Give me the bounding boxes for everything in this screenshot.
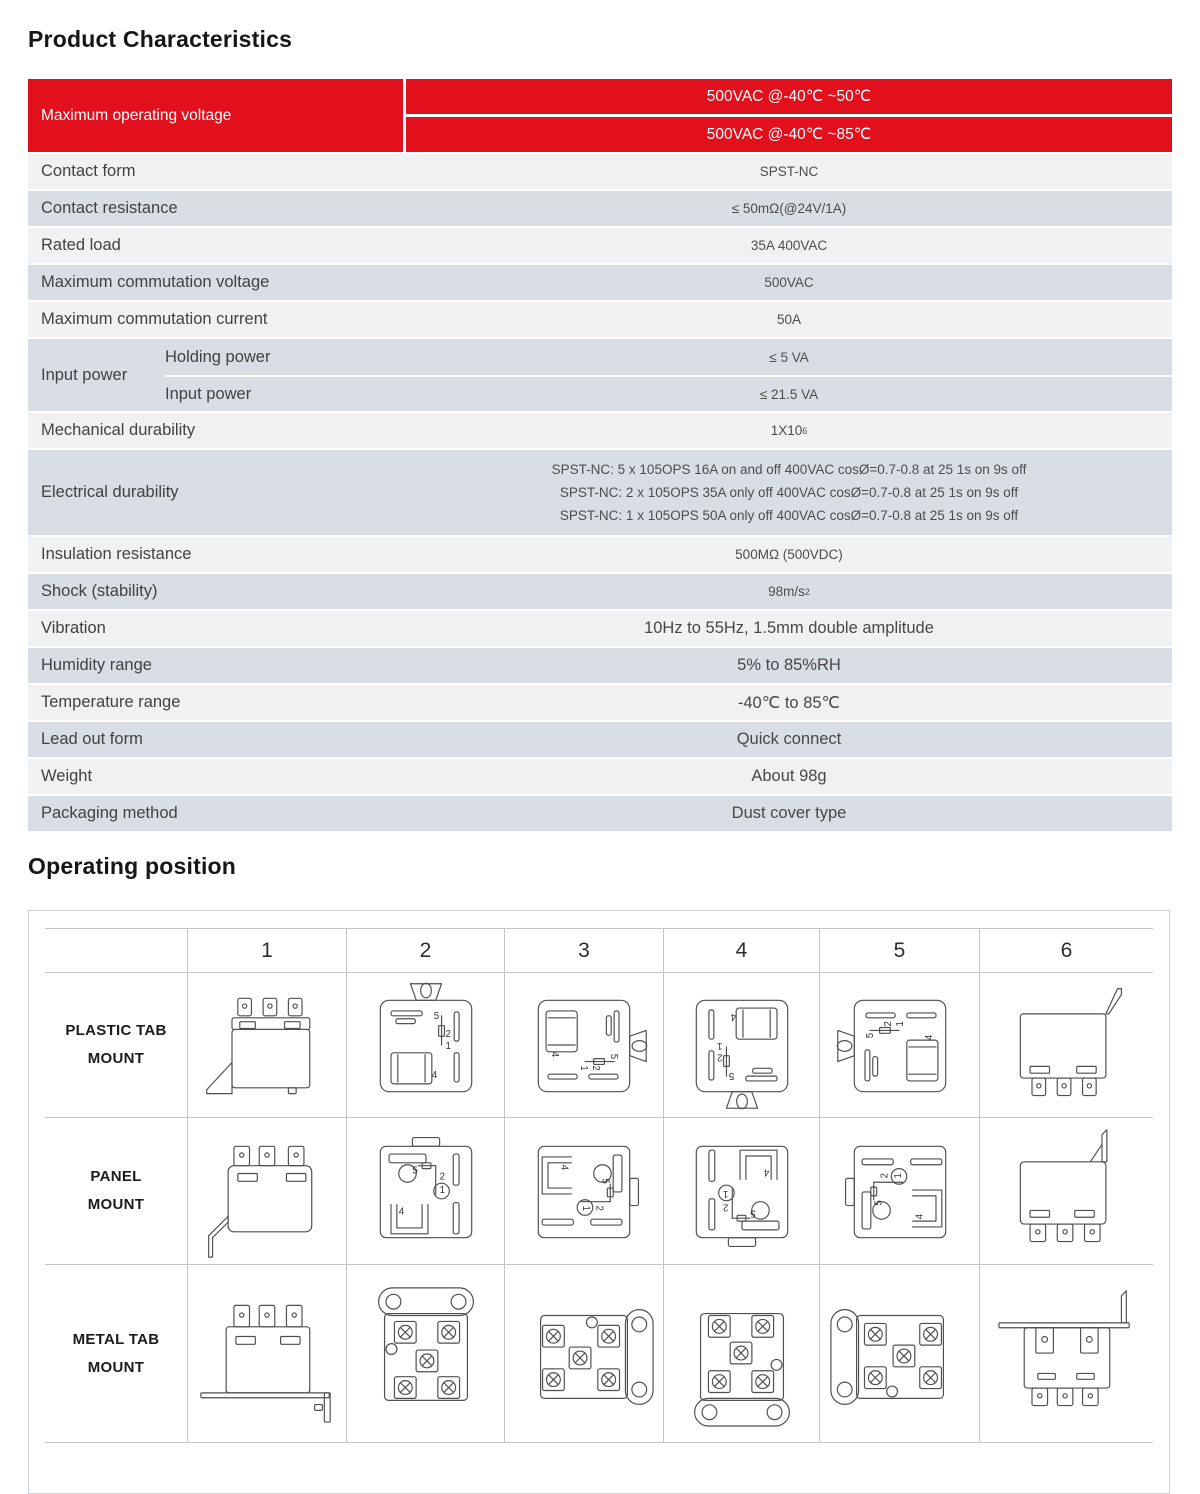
spec-group-subrows [165,339,1172,411]
relay-drawing-cell [188,1265,347,1443]
spec-row [28,302,1172,337]
spec-row-value: 500VAC [764,275,814,290]
spec-row-value: 1X10 6 [770,423,808,438]
svg-text:4: 4 [558,1164,570,1171]
svg-text:4: 4 [431,1070,437,1082]
plastic-top-relay-ear-right-icon [509,975,659,1115]
svg-text:5: 5 [411,1165,418,1177]
spec-row [28,685,1172,720]
spec-row-label: Maximum commutation voltage [41,273,270,291]
operating-position-table [28,910,1170,1494]
relay-drawing-cell [980,973,1153,1118]
spec-row-label: Rated load [41,236,121,254]
plastic-top-relay-ear-left-icon [825,975,975,1115]
svg-text:2: 2 [722,1201,728,1213]
op-column-header: 6 [980,928,1153,973]
svg-text:4: 4 [398,1206,404,1218]
spec-row [28,796,1172,831]
relay-drawing-cell [664,1118,820,1265]
panel-top-relay-tab-right-icon [509,1121,659,1261]
op-column-header: 3 [505,928,664,973]
metal-side-relay-icon [192,1284,342,1424]
spec-row-label: Maximum commutation current [41,310,268,328]
svg-text:5: 5 [728,1070,734,1082]
spec-row-label: Electrical durability [41,483,179,501]
plastic-top-relay-ear-down-icon [667,975,817,1115]
panel-top-relay-tab-down-icon [667,1121,817,1261]
relay-drawing-cell [664,1265,820,1443]
spec-row [28,722,1172,757]
spec-row-value: About 98g [751,767,827,785]
op-header-corner-cell [45,928,188,973]
spec-table [28,79,1172,831]
spec-subrow-value: ≤ 21.5 VA [759,386,819,402]
relay-drawing-cell [664,973,820,1118]
relay-drawing-cell [820,973,980,1118]
spec-row [28,154,1172,189]
panel-side-relay-bracket-icon [992,1121,1142,1261]
section-title-operating-position: Operating position [28,853,237,879]
svg-text:5: 5 [433,1010,439,1022]
spec-row [28,265,1172,300]
svg-text:2: 2 [439,1171,445,1183]
spec-value-line: SPST-NC: 1 x 105OPS 50A only off 400VAC cosØ=0.7-0.8 at 25 1s on 9s off [559,508,1019,523]
spec-row-label: Lead out form [41,730,143,748]
svg-text:1: 1 [716,1040,723,1052]
spec-row-value: 35A 400VAC [750,238,828,253]
spec-row-value: -40℃ to 85℃ [737,693,841,712]
spec-subrow-label: Holding power [165,347,271,366]
spec-row [28,537,1172,572]
spec-row-label: Packaging method [41,804,178,822]
svg-text:5: 5 [873,1200,885,1206]
op-row-label-line: MOUNT [87,1196,145,1213]
svg-text:1: 1 [578,1065,590,1071]
spec-row-value: 98m/s 2 [768,584,810,599]
spec-row-value: 50A [776,312,802,327]
svg-text:2: 2 [882,1021,894,1027]
spec-subrow-value: ≤ 5 VA [769,349,809,365]
op-column-header: 1 [188,928,347,973]
superscript: 6 [802,425,808,436]
operating-position-grid [45,928,1153,1443]
spec-row-value: 5% to 85%RH [737,656,841,674]
metal-top-relay-plate-up-icon [351,1280,501,1428]
relay-drawing-cell [980,1118,1153,1265]
spec-row-value: Dust cover type [731,804,847,822]
spec-subrow [165,339,1172,375]
svg-text:2: 2 [716,1051,723,1063]
spec-row-label: Temperature range [41,693,181,711]
svg-text:1: 1 [894,1021,906,1027]
spec-row-label: Insulation resistance [41,545,192,563]
op-row-label-line: PLASTIC TAB [65,1022,167,1040]
spec-row [28,759,1172,794]
relay-drawing-cell [820,1118,980,1265]
op-column-header: 4 [664,928,820,973]
spec-rows [28,154,1172,831]
metal-top-relay-plate-down-icon [667,1280,817,1428]
op-row-label [45,1265,188,1443]
op-row-label-line: METAL TAB [72,1330,160,1348]
svg-text:1: 1 [444,1040,451,1052]
spec-row-label: Humidity range [41,656,152,674]
spec-row-label: Contact form [41,162,136,180]
svg-text:4: 4 [923,1034,935,1041]
spec-row-value: Quick connect [736,730,842,748]
spec-subrow [165,375,1172,411]
relay-drawing-cell [980,1265,1153,1443]
svg-text:5: 5 [749,1207,756,1219]
op-row-label-line: MOUNT [87,1050,145,1067]
relay-drawing-cell [347,1265,505,1443]
svg-text:1: 1 [580,1205,592,1211]
panel-side-relay-icon [192,1121,342,1261]
superscript: 2 [804,586,810,597]
metal-top-relay-plate-right-icon [509,1280,659,1428]
op-column-header: 5 [820,928,980,973]
svg-text:4: 4 [763,1166,769,1178]
spec-row [28,339,1172,411]
metal-top-relay-plate-left-icon [825,1280,975,1428]
svg-text:5: 5 [608,1053,620,1060]
spec-row [28,574,1172,609]
relay-drawing-cell [505,973,664,1118]
svg-text:2: 2 [589,1065,601,1071]
spec-value-line: SPST-NC: 2 x 105OPS 35A only off 400VAC cosØ=0.7-0.8 at 25 1s on 9s off [559,485,1019,500]
spec-row-value-lines [406,450,1172,535]
svg-text:2: 2 [593,1205,605,1211]
spec-row-value: ≤ 50mΩ(@24V/1A) [731,201,847,216]
spec-row [28,648,1172,683]
spec-row-label: Vibration [41,619,106,637]
spec-row [28,191,1172,226]
spec-value-line: SPST-NC: 5 x 105OPS 16A on and off 400VAC cosØ=0.7-0.8 at 25 1s on 9s off [551,462,1027,477]
relay-drawing-cell [505,1118,664,1265]
svg-text:5: 5 [599,1178,611,1184]
svg-text:2: 2 [444,1029,451,1041]
spec-row-label: Weight [41,767,93,785]
svg-text:1: 1 [722,1188,728,1199]
spec-row [28,450,1172,535]
spec-row-value: 500MΩ (500VDC) [735,547,843,562]
svg-text:1: 1 [892,1172,904,1179]
svg-text:4: 4 [548,1051,560,1058]
svg-text:4: 4 [730,1010,736,1022]
svg-text:1: 1 [439,1184,445,1196]
plastic-side-relay-icon [192,975,342,1115]
svg-text:4: 4 [913,1213,925,1220]
op-column-header: 2 [347,928,505,973]
relay-drawing-cell [820,1265,980,1443]
spec-row [28,611,1172,646]
spec-header-values [406,79,1172,152]
plastic-side-relay-bracket-icon [992,975,1142,1115]
spec-row-label: Shock (stability) [41,582,158,600]
page-title: Product Characteristics [28,26,293,52]
svg-text:2: 2 [878,1172,890,1179]
spec-row-label: Contact resistance [41,199,178,217]
op-row-label [45,1118,188,1265]
spec-row-label: Mechanical durability [41,421,196,439]
spec-header-value: 500VAC @-40℃ ~50℃ [406,79,1172,114]
panel-top-relay-tab-up-icon [351,1121,501,1261]
spec-header-value: 500VAC @-40℃ ~85℃ [406,117,1172,152]
spec-group-label: Input power [41,365,128,384]
spec-header-label: Maximum operating voltage [28,79,403,152]
svg-text:5: 5 [864,1032,876,1039]
op-row-label [45,973,188,1118]
op-row-label-line: PANEL [90,1168,142,1186]
plastic-top-relay-ear-up-icon [351,975,501,1115]
spec-row-value: 10Hz to 55Hz, 1.5mm double amplitude [644,619,934,637]
spec-row [28,228,1172,263]
spec-subrow-label: Input power [165,384,252,403]
panel-top-relay-tab-left-icon [825,1121,975,1261]
relay-drawing-cell [188,1118,347,1265]
relay-drawing-cell [347,973,505,1118]
relay-drawing-cell [505,1265,664,1443]
metal-side-relay-plate-top-icon [992,1284,1142,1424]
spec-row-value: SPST-NC [759,164,819,179]
relay-drawing-cell [347,1118,505,1265]
spec-header-row [28,79,1172,152]
relay-drawing-cell [188,973,347,1118]
op-row-label-line: MOUNT [87,1358,145,1376]
spec-row [28,413,1172,448]
